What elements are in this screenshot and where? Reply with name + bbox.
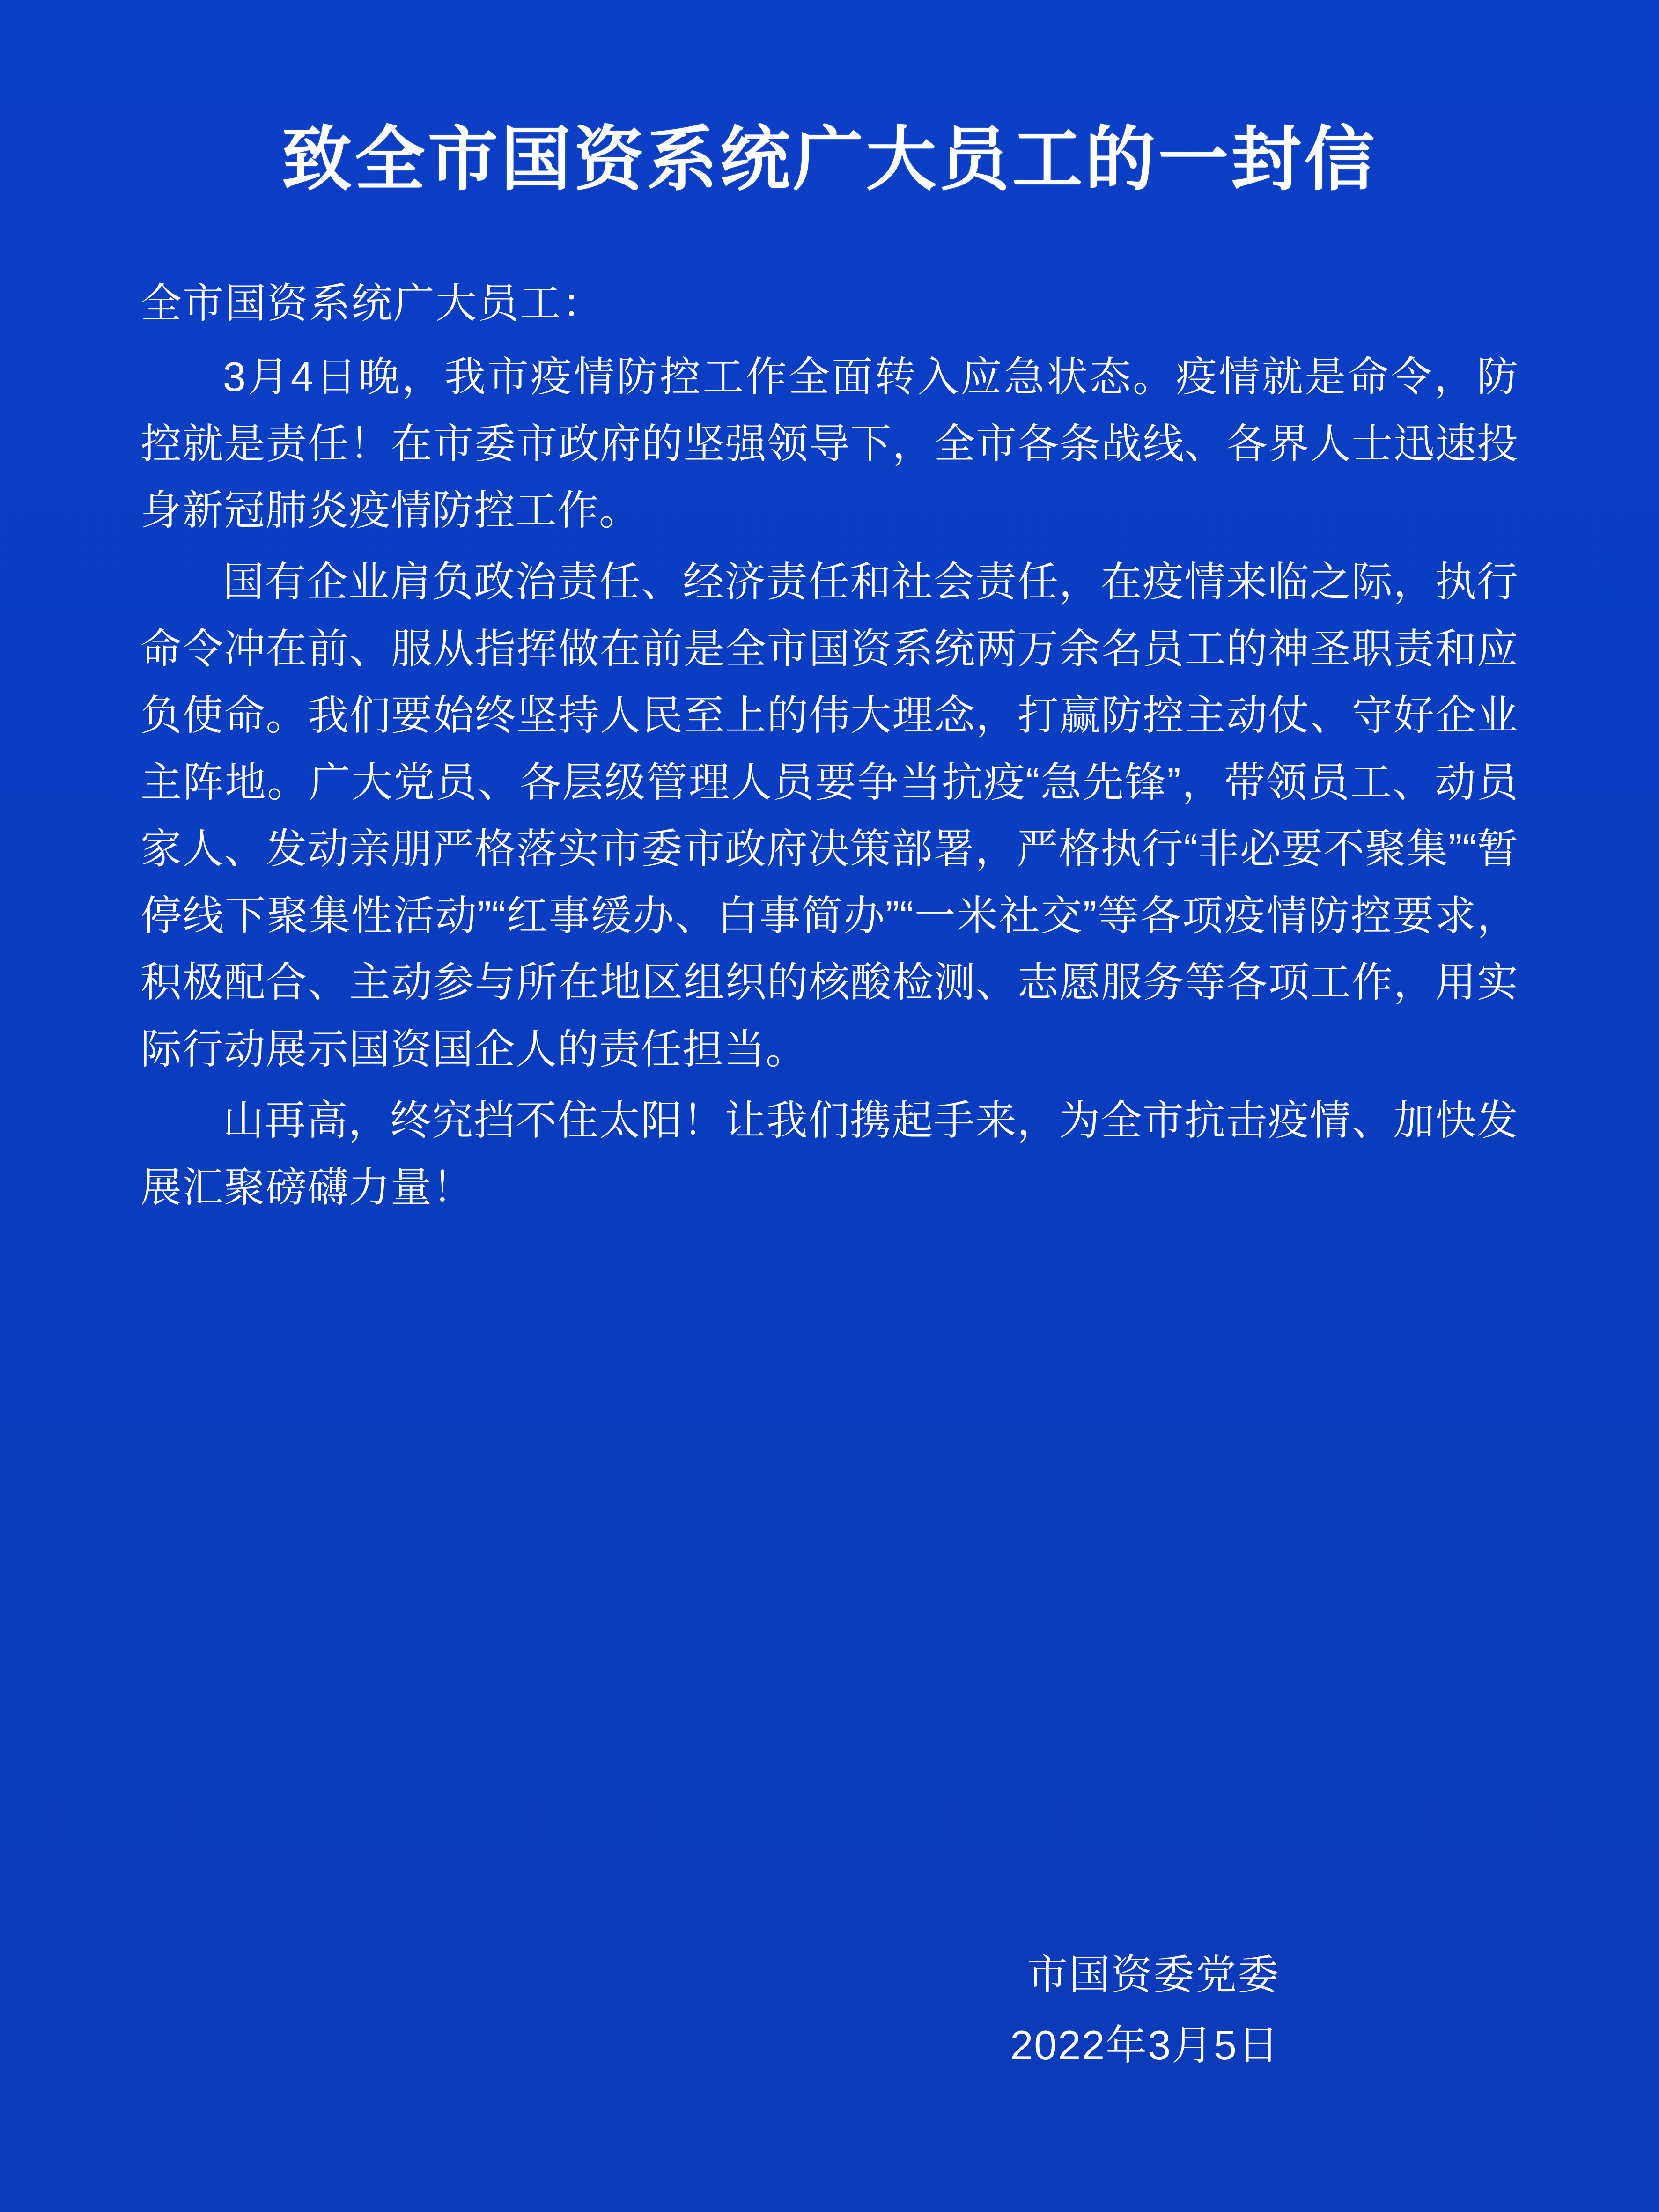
signature-date: 2022年3月5日 bbox=[1010, 2022, 1280, 2068]
salutation: 全市国资系统广大员工： bbox=[140, 280, 605, 326]
paragraph-1: 3月4日晚，我市疫情防控工作全面转入应急状态。疫情就是命令，防控就是责任！在市委市政府的坚强领导下，全市各条战线、各界人士迅速投身新冠肺炎疫情防控工作。 bbox=[140, 354, 1519, 534]
paragraph-3: 山再高，终究挡不住太阳！让我们携起手来，为全市抗击疫情、加快发展汇聚磅礴力量！ bbox=[140, 1097, 1519, 1210]
page-title: 致全市国资系统广大员工的一封信 bbox=[281, 118, 1378, 200]
paragraph-2: 国有企业肩负政治责任、经济责任和社会责任，在疫情来临之际，执行命令冲在前、服从指挥做在前是全市国资系统两万余名员工的神圣职责和应负使命。我们要始终坚持人民至上的伟大理念，打赢防控主动仗、守好企业主阵地。广大党员、各层级管理人员要争当抗疫“急先锋”，带领员工、动员家人、发动亲朋严格落实市委市政府决策部署，严格执行“非必要不聚集”“暂停线下聚集性活动”“红事缓办、白事简办”“一米社交”等各项疫情防控要求，积极配合、主动参与所在地区组织的核酸检测、志愿服务等各项工作，用实际行动展示国资国企人的责任担当。 bbox=[140, 559, 1519, 1072]
signature-block bbox=[140, 1944, 1519, 2076]
signature-organization: 市国资委党委 bbox=[1026, 1952, 1280, 1998]
content-spacer bbox=[140, 1226, 1519, 1945]
